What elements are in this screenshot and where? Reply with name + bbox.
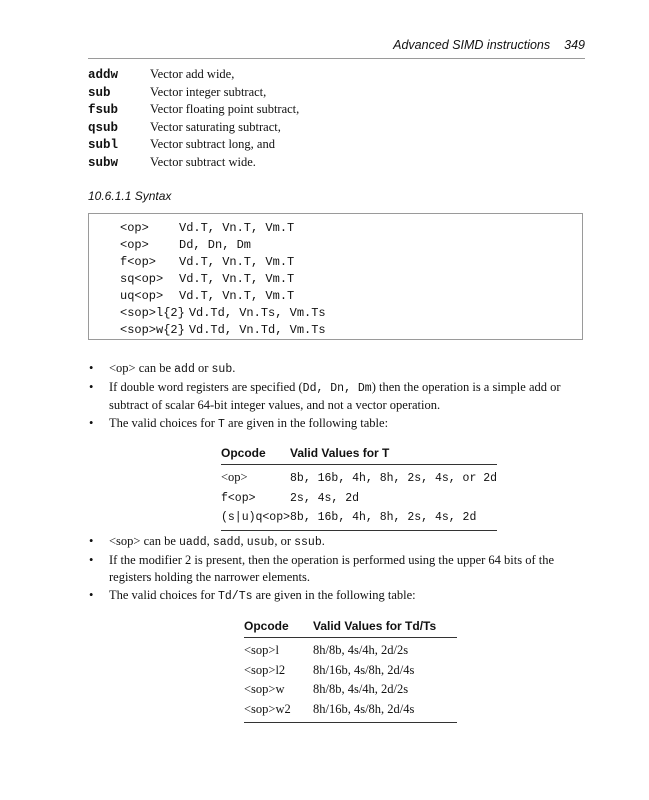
syntax-op: <op> — [120, 238, 149, 252]
bullet-item — [88, 533, 585, 552]
code-sadd: sadd — [212, 536, 241, 549]
col-header-opcode: Opcode — [221, 446, 290, 465]
opcode-cell — [244, 680, 313, 700]
bullet-text: If the modifier 2 is present, then the operation is performed using the upper 64 bits of the registers holding the narrower elements. — [109, 552, 555, 585]
syntax-box — [88, 213, 583, 340]
syntax-op: <sop>w{2} — [120, 323, 185, 337]
syntax-line — [120, 237, 326, 254]
mnemonic-row — [88, 66, 299, 84]
values-cell — [290, 465, 497, 488]
mnemonic-row — [88, 84, 299, 102]
bullet-text: If double word registers are specified ( — [109, 379, 303, 394]
bullet-list-2 — [88, 533, 585, 605]
opcode-cell — [221, 488, 290, 508]
syntax-args: Vd.T, Vn.T, Vm.T — [179, 255, 295, 269]
opcode-cell: <op> — [221, 470, 248, 485]
syntax-line — [120, 271, 326, 288]
mnemonic-description: Vector saturating subtract, — [150, 119, 281, 134]
syntax-op: <sop>l{2} — [120, 306, 185, 320]
opcode-text: (s|u)q<op> — [221, 511, 291, 525]
syntax-args: Vd.T, Vn.T, Vm.T — [179, 272, 295, 286]
mnemonic: addw — [88, 68, 119, 82]
code-t: T — [217, 417, 225, 431]
opcode-table-1 — [221, 446, 497, 531]
opcode-cell — [221, 507, 290, 530]
table-header-row — [244, 619, 457, 638]
table-row — [244, 638, 457, 661]
bullet-item — [88, 379, 585, 415]
opcode-text: <sop>w2 — [244, 701, 291, 716]
col-header-opcode: Opcode — [244, 619, 313, 638]
opcode-cell — [244, 638, 313, 661]
bullet-text: The valid choices for — [109, 587, 218, 602]
values-cell: 8h/8b, 4s/4h, 2d/2s — [313, 643, 409, 658]
table-row — [221, 507, 497, 530]
bullet-text: are given in the following table: — [252, 587, 416, 602]
code-ssub: ssub — [294, 536, 322, 549]
table-header-row — [221, 446, 497, 465]
bullet-text: The valid choices for — [109, 415, 218, 430]
values-text: 2s, 4s, 2d — [290, 491, 360, 505]
mnemonic: qsub — [88, 120, 119, 135]
syntax-line — [120, 220, 326, 237]
values-cell — [290, 488, 497, 508]
values-text: 8b, 16b, 4h, 8h, 2s, 4s, or 2d — [290, 472, 498, 486]
bullet-text: can be — [140, 534, 179, 548]
code-sub: sub — [211, 363, 233, 376]
values-cell: 8h/16b, 4s/8h, 2d/4s — [313, 662, 415, 677]
mnemonic: fsub — [88, 103, 119, 118]
opcode-text: <sop>l — [244, 643, 279, 658]
syntax-line — [120, 288, 326, 305]
page-number: 349 — [564, 38, 585, 52]
bullet-item — [88, 587, 585, 606]
sop-placeholder: <sop> — [109, 534, 141, 548]
bullet-text: are given in the following table: — [224, 415, 389, 430]
table-row — [244, 700, 457, 723]
bullet-text: . — [232, 361, 236, 375]
opcode-text: <sop>l2 — [244, 662, 286, 677]
syntax-args: Vd.Td, Vn.Td, Vm.Ts — [188, 323, 326, 337]
col-header-values: Valid Values for T — [290, 446, 497, 465]
syntax-args: Vd.T, Vn.T, Vm.T — [179, 289, 295, 303]
bullet-text: can be — [135, 361, 175, 375]
opcode-text: <sop>w — [244, 682, 285, 697]
mnemonic-row — [88, 119, 299, 137]
code-td-ts: Td/Ts — [217, 589, 253, 603]
mnemonic-description: Vector add wide, — [150, 67, 235, 81]
bullet-item — [88, 360, 585, 379]
bullet-text: , — [206, 534, 213, 548]
syntax-args: Dd, Dn, Dm — [179, 238, 252, 252]
bullet-text: , or — [274, 534, 295, 548]
syntax-line — [120, 305, 326, 322]
mnemonic-row — [88, 101, 299, 119]
table-row — [244, 661, 457, 681]
values-text: 8b, 16b, 4h, 8h, 2s, 4s, 2d — [290, 511, 477, 525]
syntax-op: sq<op> — [120, 272, 164, 286]
table-row — [221, 488, 497, 508]
table-row — [221, 465, 497, 488]
syntax-op: <op> — [120, 221, 149, 235]
mnemonic: subw — [88, 155, 119, 170]
mnemonic-description: Vector floating point subtract, — [150, 102, 300, 117]
bullet-text: . — [321, 534, 325, 548]
syntax-op: uq<op> — [120, 289, 164, 303]
values-cell — [290, 507, 497, 530]
code-add: add — [174, 363, 195, 376]
opcode-cell — [244, 661, 313, 681]
opcode-text: f<op> — [221, 491, 256, 505]
bullet-text: ) then the operation is a simple add or subtract of scalar 64-bit integer values, and not a vector operation. — [109, 379, 561, 413]
syntax-args: Vd.Td, Vn.Ts, Vm.Ts — [188, 306, 326, 320]
mnemonic-description: Vector integer subtract, — [150, 84, 267, 99]
mnemonic-list — [88, 66, 299, 172]
mnemonic-row — [88, 136, 299, 154]
syntax-line — [120, 254, 326, 271]
mnemonic: sub — [88, 85, 111, 100]
bullet-text: , — [240, 534, 247, 548]
table-row — [244, 680, 457, 700]
mnemonic: subl — [88, 138, 119, 153]
values-cell: 8h/16b, 4s/8h, 2d/4s — [313, 700, 457, 723]
syntax-line — [120, 322, 326, 339]
mnemonic-row — [88, 154, 299, 172]
bullet-list-1 — [88, 360, 585, 433]
bullet-text: or — [194, 361, 212, 375]
mnemonic-description: Vector subtract long, and — [150, 137, 275, 152]
col-header-values: Valid Values for Td/Ts — [313, 619, 457, 638]
opcode-table-2 — [244, 619, 457, 723]
op-placeholder: <op> — [109, 361, 136, 375]
header-title: Advanced SIMD instructions — [393, 38, 551, 52]
syntax-op: f<op> — [120, 255, 157, 269]
bullet-item — [88, 552, 585, 587]
section-heading: 10.6.1.1 Syntax — [88, 189, 172, 203]
opcode-cell — [244, 700, 313, 723]
code-uadd: uadd — [179, 536, 207, 549]
code-registers: Dd, Dn, Dm — [302, 381, 372, 395]
syntax-lines — [120, 220, 326, 339]
values-cell: 8h/8b, 4s/4h, 2d/2s — [313, 682, 409, 697]
code-usub: usub — [246, 536, 275, 549]
mnemonic-description: Vector subtract wide. — [150, 154, 256, 169]
bullet-item — [88, 415, 585, 434]
running-header — [88, 38, 585, 59]
syntax-args: Vd.T, Vn.T, Vm.T — [179, 221, 295, 235]
